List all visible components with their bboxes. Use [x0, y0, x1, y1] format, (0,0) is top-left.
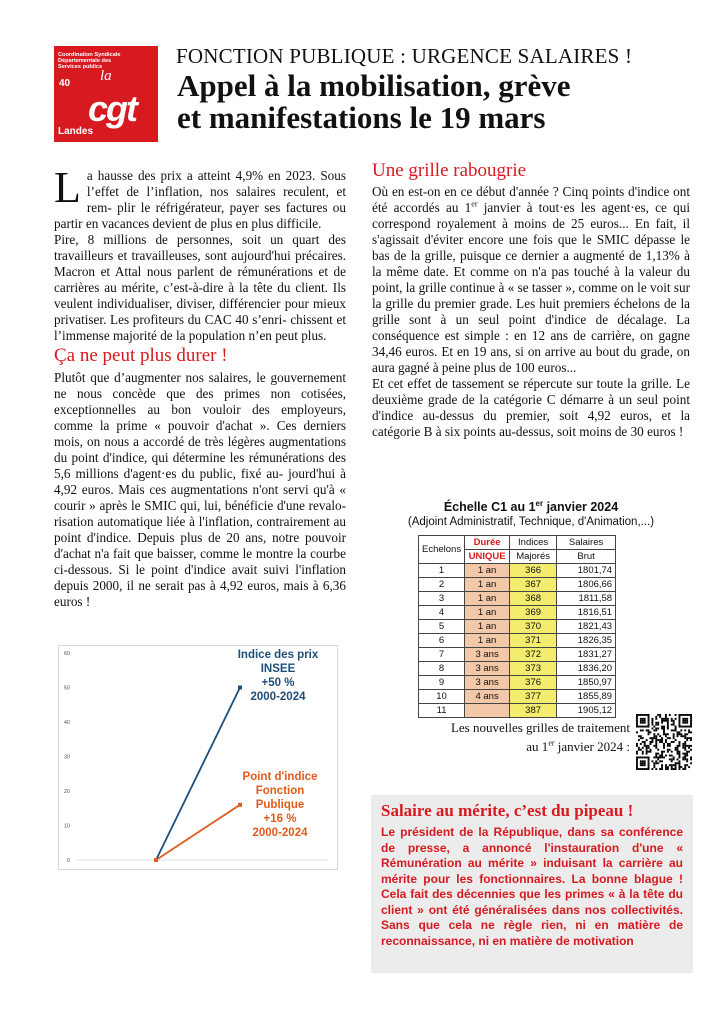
table-title: [372, 500, 690, 514]
echelon-cell: 5: [419, 620, 465, 634]
y-tick-label: 50: [63, 685, 70, 692]
table-subtitle: (Adjoint Administratif, Technique, d'Animation,...): [407, 516, 655, 528]
section-title-durer: Ça ne peut plus durer !: [54, 345, 228, 366]
echelon-cell: 8: [419, 662, 465, 676]
header-salaires: Salaires: [557, 536, 616, 550]
indice-cell: 372: [510, 648, 557, 662]
indice-cell: 370: [510, 620, 557, 634]
table-row: [419, 592, 616, 606]
y-tick-label: 40: [63, 720, 70, 726]
salaire-cell: 1850,97: [557, 676, 616, 690]
logo-landes-text: Landes: [58, 126, 94, 137]
salaire-cell: 1905,12: [557, 704, 616, 718]
indice-cell: 368: [510, 592, 557, 606]
indice-cell: 387: [510, 704, 557, 718]
salary-scale-table: [418, 535, 616, 718]
series-label-line: Indice des prix: [237, 649, 319, 661]
table-row: [419, 578, 616, 592]
logo-org-text: Coordination Syndicale Départementale des Services publics: [58, 52, 121, 71]
indice-cell: 367: [510, 578, 557, 592]
duree-cell: [465, 704, 510, 718]
intro-paragraph-1: a hausse des prix a atteint 4,9% en 2023. Sous l’effet de l’inflation, nos salaires reculent, et rem- plir le réfrigérateur, payer ses factures ou partir en vacances devient de plus en plus difficile.: [54, 168, 346, 231]
headline-line-1: Appel à la mobilisation, grève: [177, 68, 571, 103]
qr-caption-line-1: Les nouvelles grilles de traitement: [450, 720, 630, 735]
header-indices: Indices: [510, 536, 557, 550]
series-label-line: Publique: [255, 799, 305, 811]
table-row: [419, 704, 616, 718]
series-label-insee: [230, 648, 326, 704]
header-duree: Durée: [465, 536, 510, 550]
table-row: [419, 648, 616, 662]
indice-cell: 376: [510, 676, 557, 690]
series-label-line: Fonction: [255, 785, 305, 797]
duree-cell: 3 ans: [465, 676, 510, 690]
qr-caption-start: au 1: [526, 739, 549, 754]
grille-p1-end: janvier à tout·es les agent·es, ce qui correspond royalement à moins de 25 euros... En fait, il s'agissait d'éviter encore une fois que le SMIC dépasse le bas de la grille, puisque ce dernier a augmenté de 1,13% à la même date. Et comme on n'a pas touché à la valeur du point, la grille continue à « se tasser », comme on le voit sur la grille du premier grade. Les huit premiers échelons de la grille sont à un seul point d'indice de décalage. La conséquence est simple : en 12 ans de carrière, on gagne 34,46 euros. Et en 19 ans, si on arrive au bout du grade, on aura gagné à peine plus de 100 euros...: [372, 200, 690, 375]
grille-paragraph-2: Et cet effet de tassement se répercute sur toute la grille. Le deuxième grade de la catégorie C démarre à un seul point d'indice au-dessus du premier, soit 4,92 euros, et la catégorie B à six points au-dessus, soit moins de 30 euros !: [372, 376, 690, 439]
salaire-cell: 1855,89: [557, 690, 616, 704]
logo-la-text: la: [100, 68, 112, 84]
series-label-line: 2000-2024: [252, 827, 308, 839]
duree-cell: 1 an: [465, 634, 510, 648]
series-point: [154, 858, 158, 862]
grille-paragraph-1: [372, 184, 690, 376]
echelon-cell: 3: [419, 592, 465, 606]
salaire-cell: 1806,66: [557, 578, 616, 592]
section-title-grille: Une grille rabougrie: [372, 160, 527, 181]
duree-cell: 1 an: [465, 564, 510, 578]
duree-cell: 1 an: [465, 592, 510, 606]
drop-cap: L: [54, 163, 81, 212]
logo-department-number: 40: [59, 78, 71, 89]
table-title-end: janvier 2024: [543, 500, 619, 514]
logo-cgt-text: cgt: [88, 88, 136, 129]
salaire-cell: 1836,20: [557, 662, 616, 676]
qr-caption: [420, 718, 630, 756]
echelon-cell: 10: [419, 690, 465, 704]
duree-cell: 3 ans: [465, 662, 510, 676]
duree-cell: 4 ans: [465, 690, 510, 704]
y-tick-label: 30: [63, 754, 70, 761]
table-row: [419, 676, 616, 690]
series-label-line: 2000-2024: [250, 691, 306, 703]
echelon-cell: 2: [419, 578, 465, 592]
series-label-line: Point d'indice: [242, 771, 318, 783]
intro-paragraph-2: Pire, 8 millions de personnes, soit un quart des travailleurs et travailleuses, sont aujourd'hui précaires. Macron et Attal nous parlent de rémunérations et de carrières au mérite, c’est-à-dire à la tête du client. Ils veulent individualiser, diviser, différencier pour mieux privatiser. Les profiteurs du CAC 40 s’enri- chissent et l’immense majorité de la population n’en peut plus.: [54, 232, 346, 343]
duree-cell: 3 ans: [465, 648, 510, 662]
echelon-cell: 7: [419, 648, 465, 662]
echelon-cell: 1: [419, 564, 465, 578]
salaire-cell: 1816,51: [557, 606, 616, 620]
grille-p1-start: Où en est-on en ce début d'année ? Cinq points d'indice ont été accordés au 1: [372, 184, 690, 215]
salaire-cell: 1821,43: [557, 620, 616, 634]
qr-caption-end: janvier 2024 :: [554, 739, 630, 754]
table-row: [419, 620, 616, 634]
headline-line-2: et manifestations le 19 mars: [177, 100, 546, 135]
merit-salary-box: [371, 795, 693, 973]
echelon-cell: 11: [419, 704, 465, 718]
durer-paragraph: Plutôt que d’augmenter nos salaires, le gouvernement ne nous concède que des primes non cotisées, exceptionnelles au bon vouloir des employeurs, comme la prime « pouvoir d'achat ». Ces derniers mois, on nous a accordé de très légères augmentations du point d'indice, qui détermine les rémunérations des 5,6 millions d'agent·es du public, fixé au- jourd'hui à 4,92 euros. Mais ces augmentations n'ont servi qu'à « courir » après le SMIC qui, lui, bénéficie d'une revalo- risation automatique liée à l'inflation, contrairement au point d'indice. Depuis plus de 20 ans, notre pouvoir d'achat n'a fait que baisser, comme le montre la courbe ci-dessous. Si le point d'indice avait suivi l'inflation depuis 2000, il ne serait pas à 4,92 euros, mais à 6,36 euros !: [54, 370, 346, 609]
echelon-cell: 6: [419, 634, 465, 648]
indice-cell: 373: [510, 662, 557, 676]
table-row: [419, 564, 616, 578]
salaire-cell: 1811,58: [557, 592, 616, 606]
cgt-logo: [54, 46, 158, 142]
duree-cell: 1 an: [465, 620, 510, 634]
echelon-cell: 9: [419, 676, 465, 690]
series-label-line: INSEE: [260, 663, 296, 675]
y-tick-label: 20: [63, 789, 70, 795]
indice-cell: 377: [510, 690, 557, 704]
grille-section: [372, 184, 690, 440]
salaire-cell: 1826,35: [557, 634, 616, 648]
table-row: [419, 634, 616, 648]
duree-cell: 1 an: [465, 606, 510, 620]
header-brut: Brut: [557, 550, 616, 564]
header-majores: Majorés: [510, 550, 557, 564]
series-label-point-indice: [232, 770, 328, 840]
duree-cell: 1 an: [465, 578, 510, 592]
indice-cell: 366: [510, 564, 557, 578]
indice-cell: 371: [510, 634, 557, 648]
intro-section: [54, 163, 346, 344]
box-title: Salaire au mérite, c’est du pipeau !: [381, 801, 634, 820]
table-row: [419, 690, 616, 704]
series-label-line: +16 %: [263, 813, 297, 825]
grille-p1-sup: er: [471, 199, 478, 209]
table-title-sup: er: [535, 498, 544, 508]
echelon-cell: 4: [419, 606, 465, 620]
salaire-cell: 1831,27: [557, 648, 616, 662]
header-unique: UNIQUE: [465, 550, 510, 564]
y-tick-label: 0: [66, 858, 70, 864]
table-row: [419, 662, 616, 676]
header-echelons: Echelons: [419, 536, 465, 564]
kicker-title: FONCTION PUBLIQUE : URGENCE SALAIRES !: [176, 44, 633, 68]
series-label-line: +50 %: [261, 677, 295, 689]
table-title-start: Échelle C1 au 1: [443, 500, 536, 514]
y-tick-label: 60: [63, 651, 70, 657]
qr-caption-sup: er: [548, 738, 555, 748]
y-tick-label: 10: [63, 823, 70, 830]
page-headline: [177, 70, 697, 134]
qr-caption-line-2: [420, 737, 630, 756]
salaire-cell: 1801,74: [557, 564, 616, 578]
indice-cell: 369: [510, 606, 557, 620]
table-header-row: [419, 536, 616, 550]
table-row: [419, 606, 616, 620]
qr-code-icon[interactable]: [636, 714, 692, 770]
box-text: Le président de la République, dans sa conférence de presse, a annoncé l'instauration d'une « Rémunération au mérite » induisant la carrière au mérite pour les fonctionnaires. La bonne blague ! Cela fait des décennies que les primes « à la tête du client » ont été généralisées dans nos collectivités. Sans que cela ne règle rien, ni en matière de reconnaissance, ni en matière de motivation: [381, 825, 683, 948]
